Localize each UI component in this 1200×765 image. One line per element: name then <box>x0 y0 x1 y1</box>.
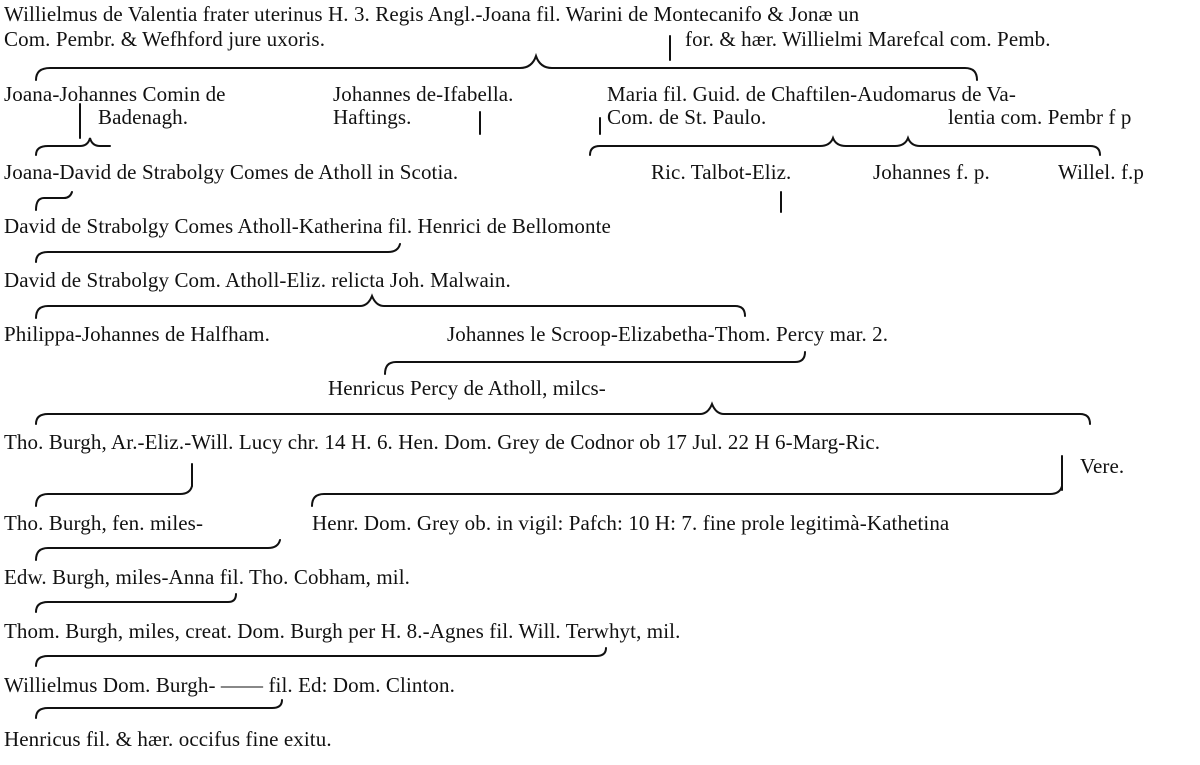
entry-david-katherina: David de Strabolgy Comes Atholl-Katherina fil. Henrici de Bellomonte <box>4 214 611 238</box>
entry-joana-david-strabolgy: Joana-David de Strabolgy Comes de Atholl in Scotia. <box>4 160 459 184</box>
descent-brace-strabolgy-2 <box>36 244 400 262</box>
entry-tho-burgh-sen: Tho. Burgh, fen. miles- <box>4 511 204 535</box>
entry-maria-audomarus: Maria fil. Guid. de Chaftilen-Audomarus de Va- <box>607 82 1016 106</box>
descent-brace-percy-children <box>36 404 1090 424</box>
entry-johannes-de-hastings: Johannes de-Ifabella. <box>333 82 514 106</box>
entry-willel-fp: Willel. f.p <box>1058 160 1144 184</box>
entry-scroop-elizabetha-percy: Johannes le Scroop-Elizabetha-Thom. Percy mar. 2. <box>447 322 889 346</box>
descent-brace-burgh-3 <box>36 594 236 612</box>
descent-brace-valentia <box>36 56 977 80</box>
entry-henricus-percy: Henricus Percy de Atholl, milcs- <box>328 376 606 400</box>
entry-badenagh: Badenagh. <box>98 105 189 129</box>
entry-ric-talbot: Ric. Talbot-Eliz. <box>651 160 792 184</box>
entry-joana-johannes-comin: Joana-Johannes Comin de <box>4 82 226 106</box>
entry-com-de-st-paulo: Com. de St. Paulo. <box>607 105 767 129</box>
descent-brace-strabolgy-1 <box>36 192 72 210</box>
descent-brace-comin <box>36 138 110 155</box>
entry-joana-heir-marescal: for. & hær. Willielmi Marefcal com. Pemb. <box>685 27 1051 51</box>
descent-brace-burgh-4 <box>36 648 606 666</box>
descent-brace-burgh-2 <box>36 540 280 560</box>
entry-david-eliz: David de Strabolgy Com. Atholl-Eliz. relicta Joh. Malwain. <box>4 268 511 292</box>
entry-philippa-halsham: Philippa-Johannes de Halfham. <box>4 322 270 346</box>
entry-valentia-com-pembr: lentia com. Pembr f p <box>948 105 1132 129</box>
descent-brace-grey <box>312 486 1062 506</box>
entry-hastings: Haftings. <box>333 105 412 129</box>
entry-vere: Vere. <box>1080 454 1125 478</box>
entry-henr-dom-grey: Henr. Dom. Grey ob. in vigil: Pafch: 10 H: 7. fine prole legitimà-Kathetina <box>312 511 950 535</box>
entry-willielmus-dom-burgh: Willielmus Dom. Burgh- —— fil. Ed: Dom. Clinton. <box>4 673 455 697</box>
entry-henricus-fil: Henricus fil. & hær. occifus fine exitu. <box>4 727 332 751</box>
entry-tho-burgh-grey: Tho. Burgh, Ar.-Eliz.-Will. Lucy chr. 14 H. 6. Hen. Dom. Grey de Codnor ob 17 Jul. 22 H 6-Marg-Ric. <box>4 430 881 454</box>
entry-johannes-fp: Johannes f. p. <box>873 160 990 184</box>
entry-edw-burgh: Edw. Burgh, miles-Anna fil. Tho. Cobham, mil. <box>4 565 411 589</box>
entry-com-pembr: Com. Pembr. & Wefhford jure uxoris. <box>4 27 326 51</box>
descent-brace-burgh-1 <box>36 486 192 506</box>
descent-brace-burgh-5 <box>36 700 282 718</box>
entry-willielmus-de-valentia: Willielmus de Valentia frater uterinus H. 3. Regis Angl.-Joana fil. Warini de Montecanifo & Jonæ un <box>4 2 860 26</box>
descent-brace-scroop <box>36 296 745 318</box>
descent-brace-percy <box>385 352 805 374</box>
descent-brace-talbot <box>590 138 1100 155</box>
entry-thom-burgh: Thom. Burgh, miles, creat. Dom. Burgh per H. 8.-Agnes fil. Will. Terwhyt, mil. <box>4 619 681 643</box>
